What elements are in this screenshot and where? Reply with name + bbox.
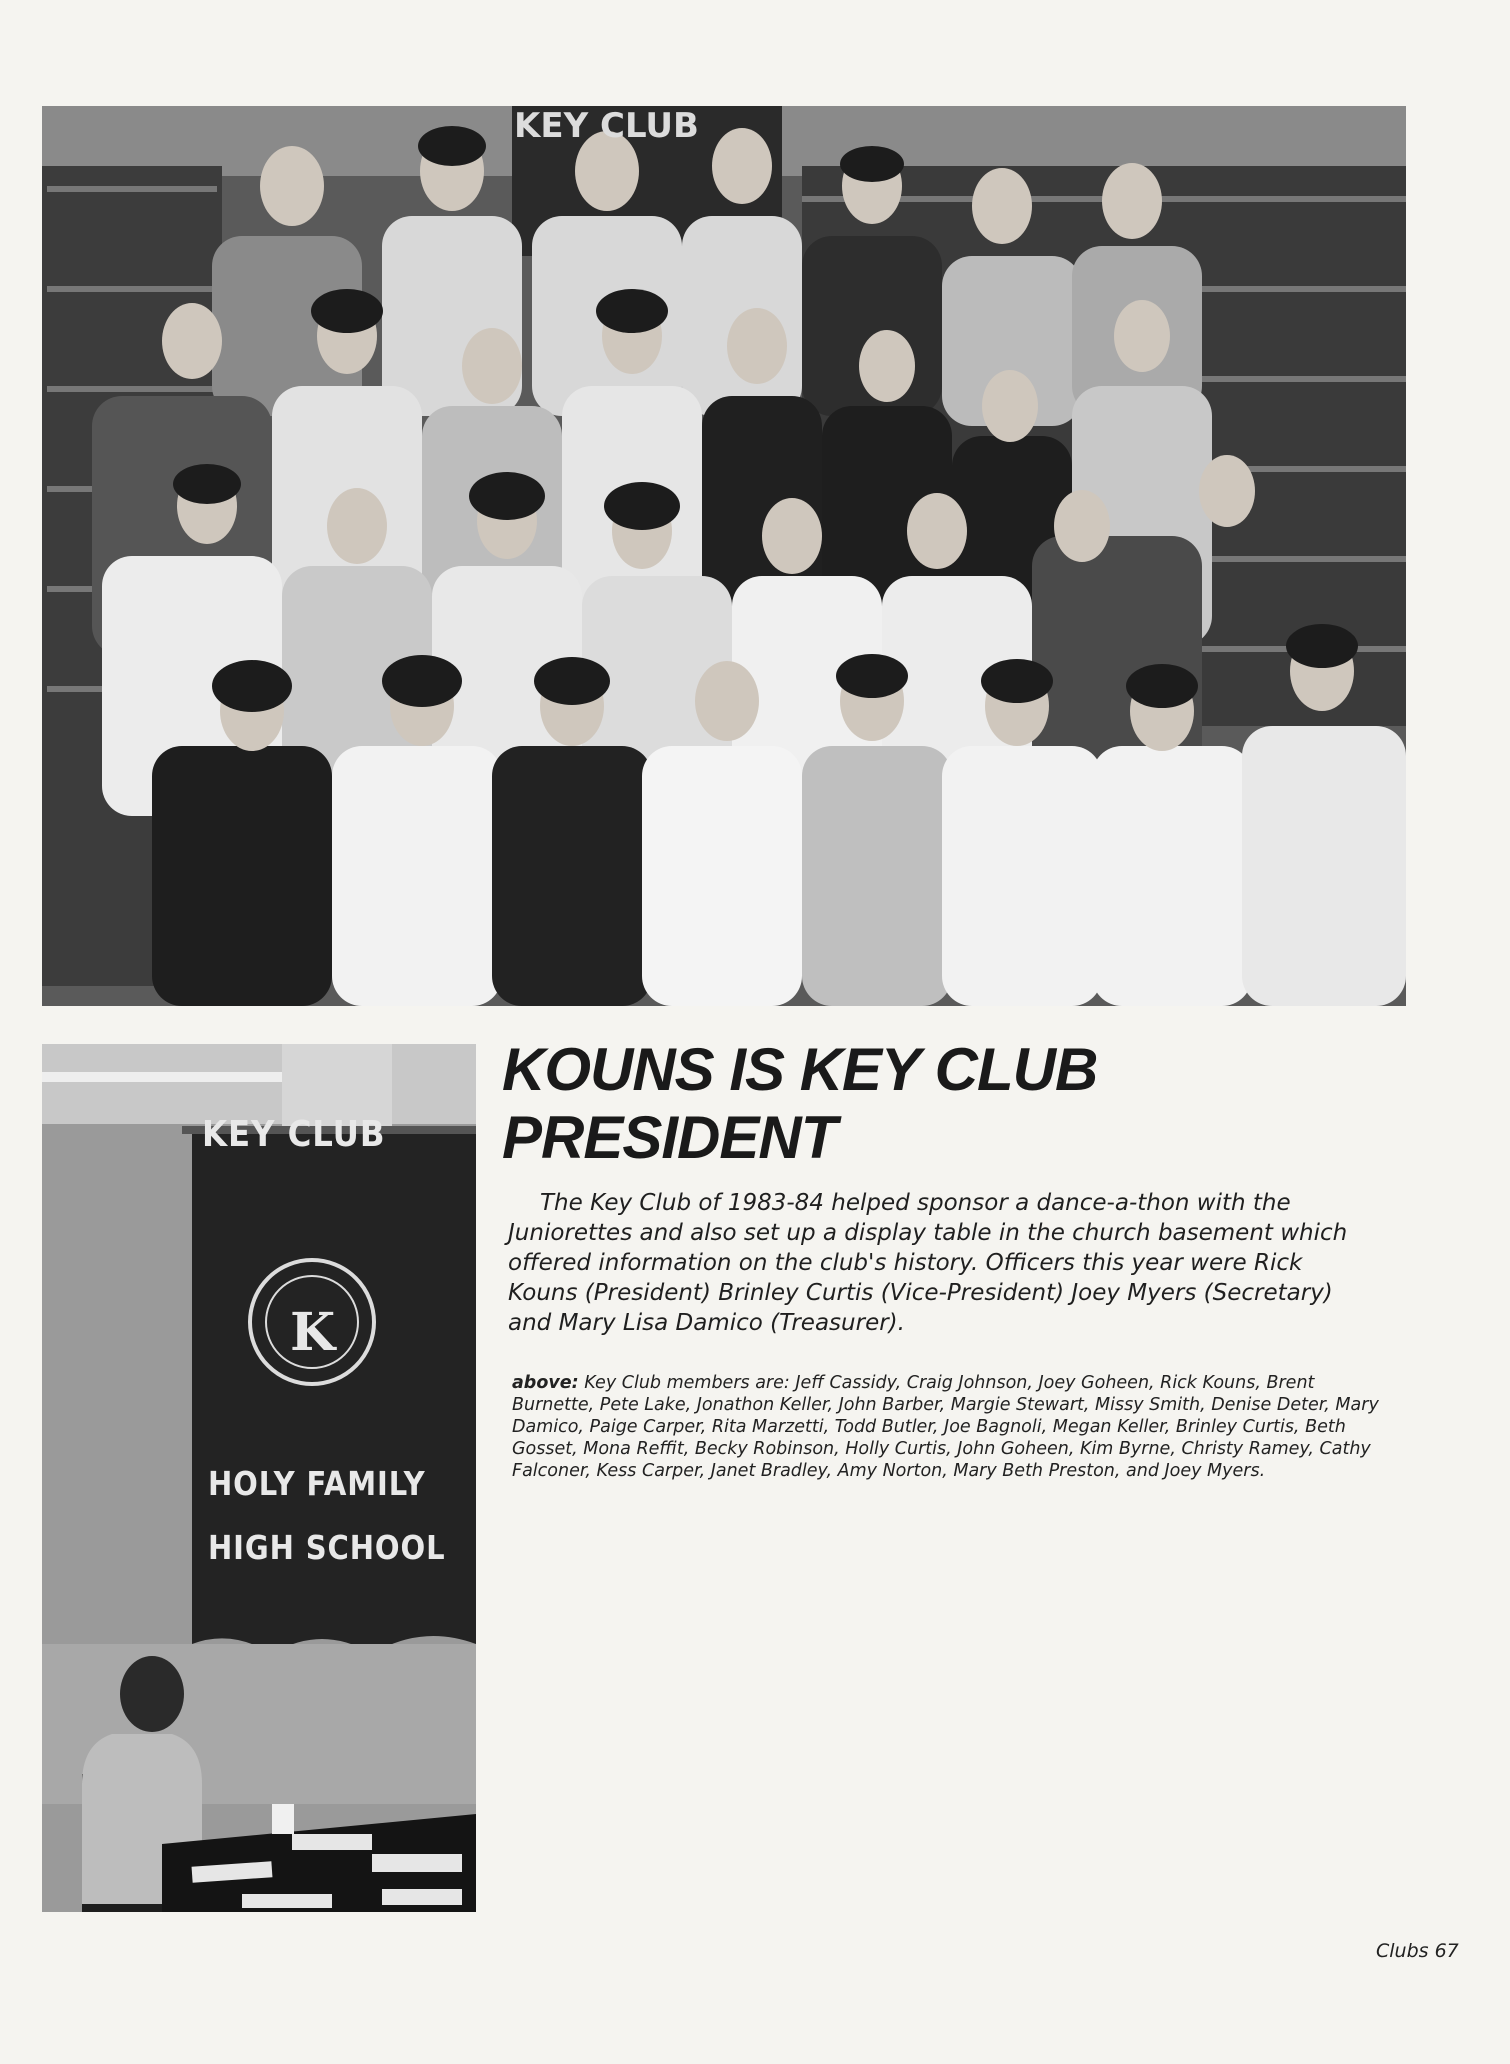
caption-label: above: xyxy=(512,1373,579,1393)
group-photo-banner-text: KEY CLUB xyxy=(514,106,699,146)
display-table-photo xyxy=(42,1044,476,1912)
display-banner-title: KEY CLUB xyxy=(202,1114,386,1155)
key-club-seal-icon: K xyxy=(290,1302,336,1363)
group-photo xyxy=(42,106,1406,1006)
group-photo-illustration xyxy=(42,106,1406,1006)
display-banner-line1: HOLY FAMILY xyxy=(208,1464,426,1503)
page-number-footer: Clubs 67 xyxy=(1376,1940,1459,1962)
caption-text: Key Club members are: Jeff Cassidy, Craig Johnson, Joey Goheen, Rick Kouns, Brent Burnette, Pete Lake, Jonathon Keller, John Barber, Margie Stewart, Missy Smith, Denise Deter, Mary Damico, Paige Carper, Rita Marzetti, Todd Butler, Joe Bagnoli, Megan Keller, Brinley Curtis, Beth Gosset, Mona Reffit, Becky Robinson, Holly Curtis, John Goheen, Kim Byrne, Christy Ramey, Cathy Falconer, Kess Carper, Janet Bradley, Amy Norton, Mary Beth Preston, and Joey Myers. xyxy=(512,1373,1379,1481)
display-banner-line2: HIGH SCHOOL xyxy=(208,1528,446,1567)
photo-caption xyxy=(512,1372,1382,1482)
article-body: The Key Club of 1983-84 helped sponsor a dance-a-thon with the Juniorettes and also set up a display table in the church basement which offered information on the club's history. Officers this year were Rick Kouns (President) Brinley Curtis (Vice-President) Joey Myers (Secretary) and Mary Lisa Damico (Treasurer). xyxy=(508,1190,1348,1336)
article-headline: KOUNS IS KEY CLUB PRESIDENT xyxy=(502,1036,1098,1171)
